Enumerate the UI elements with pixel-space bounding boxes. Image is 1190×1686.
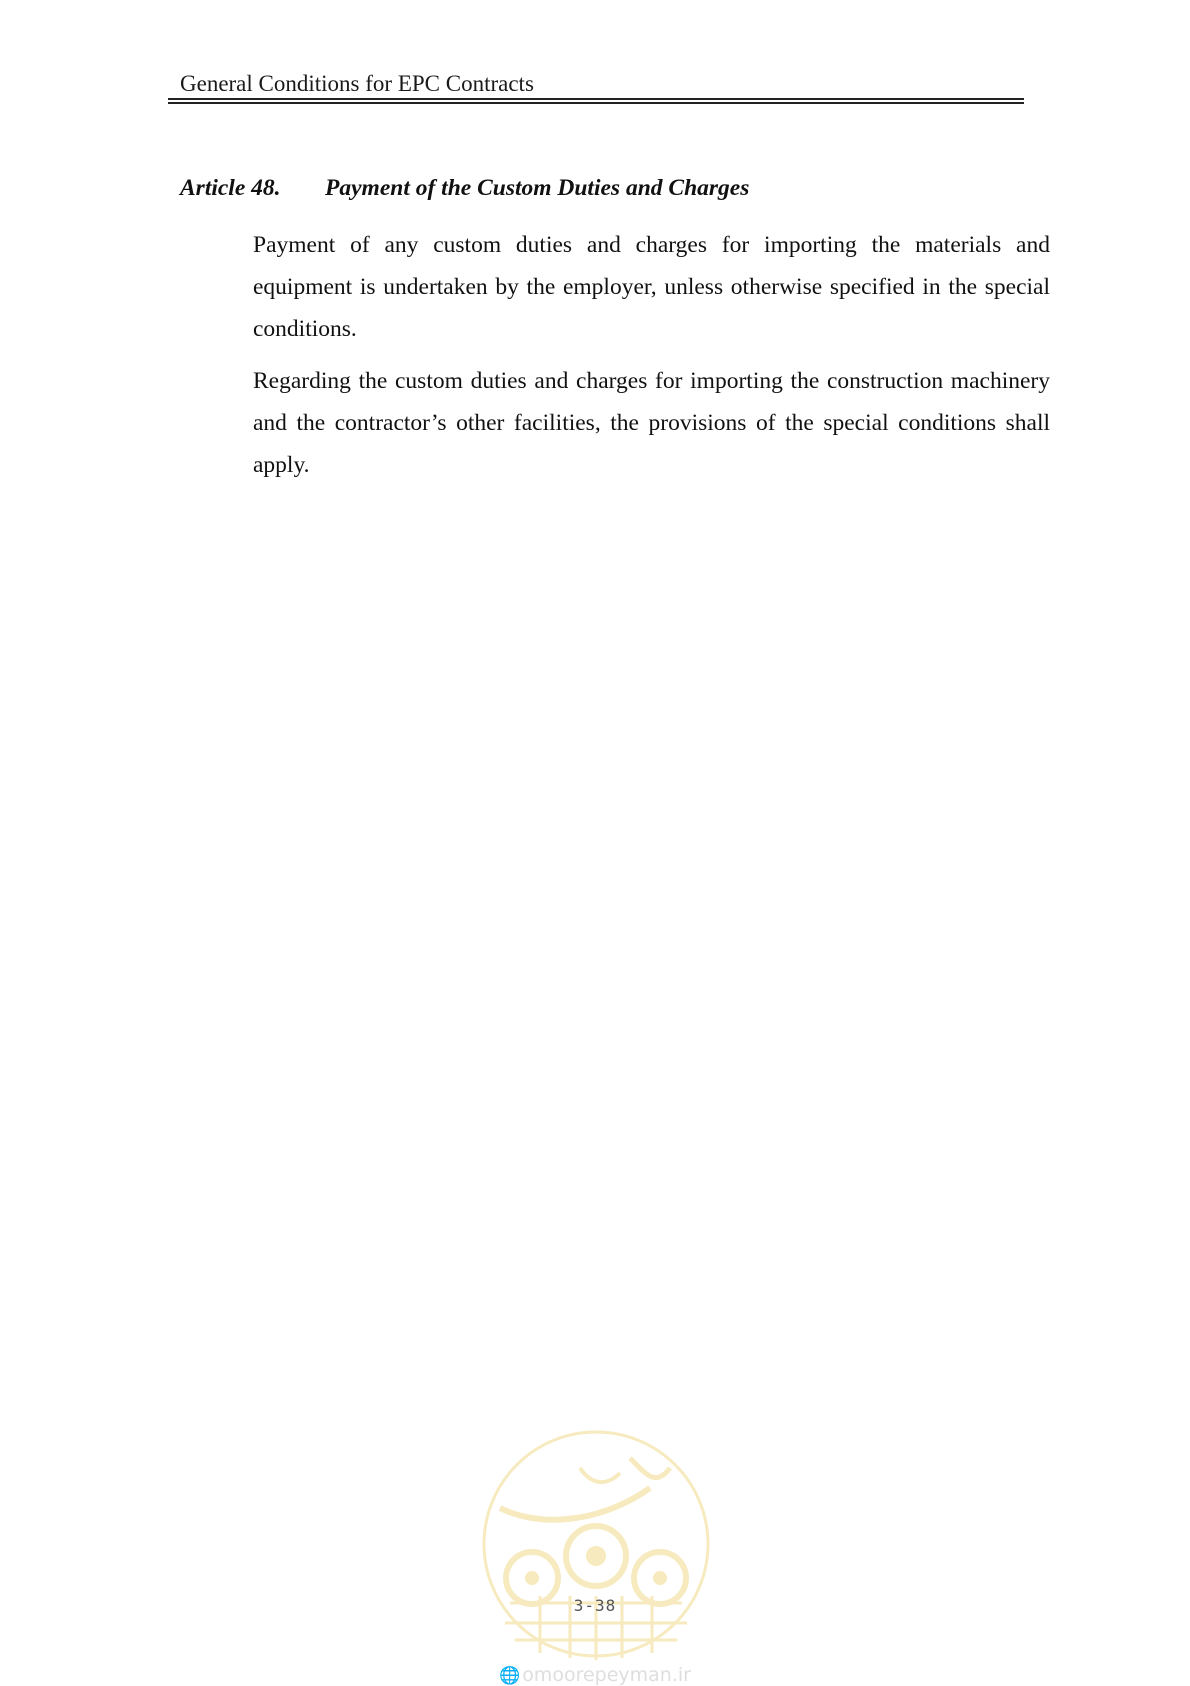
article-body [253, 224, 1050, 496]
watermark-caption [0, 1664, 1190, 1686]
running-header: General Conditions for EPC Contracts [180, 71, 534, 96]
article-paragraph-1: Payment of any custom duties and charges for importing the materials and equipment is undertaken by the employer, unless otherwise specified in the special conditions. [253, 232, 1050, 342]
header-double-rule [168, 98, 1024, 104]
watermark-site: omoorepeyman.ir [522, 1664, 691, 1686]
article-title: Payment of the Custom Duties and Charges [325, 175, 750, 201]
article-paragraph-2: Regarding the custom duties and charges for importing the construction machinery and the contractor’s other facilities, the provisions of the special conditions shall apply. [253, 368, 1050, 478]
article-heading [180, 173, 749, 203]
page-number: 3-38 [573, 1596, 617, 1615]
globe-icon: 🌐 [499, 1666, 521, 1686]
article-number: Article 48. [180, 175, 281, 201]
watermark-logo [480, 1428, 712, 1660]
